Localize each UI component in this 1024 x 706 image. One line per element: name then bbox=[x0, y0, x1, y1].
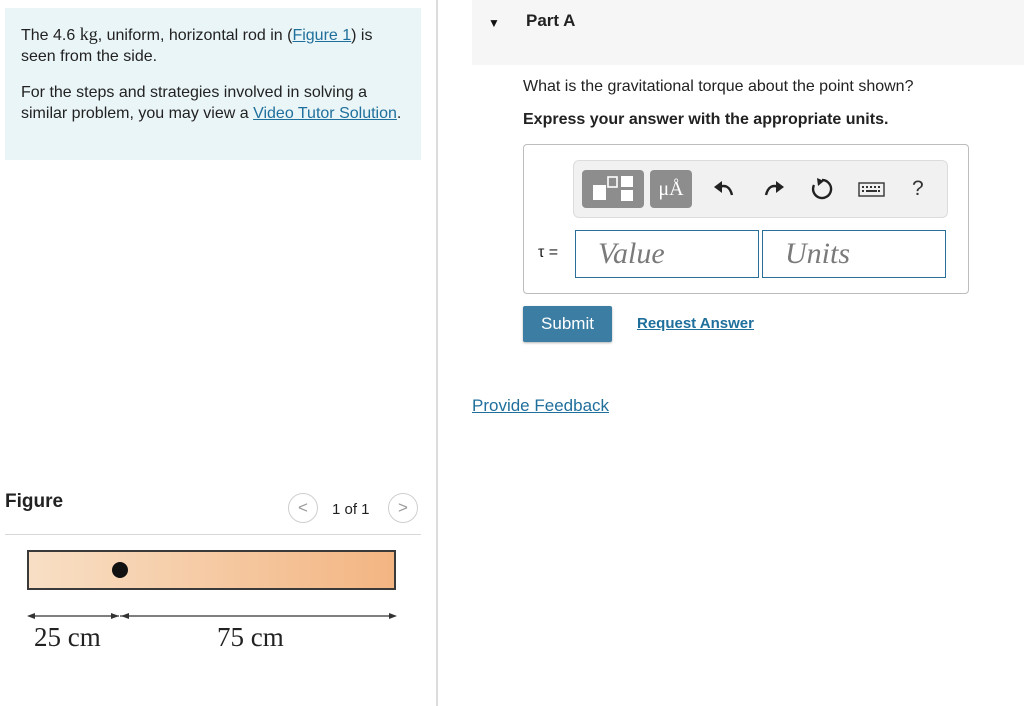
template-icon bbox=[582, 170, 644, 208]
figure-next-button[interactable] bbox=[388, 493, 418, 523]
dimension-label-left: 25 cm bbox=[34, 622, 101, 652]
part-title: Part A bbox=[526, 11, 576, 30]
units-button[interactable] bbox=[650, 170, 692, 208]
pivot-point bbox=[112, 562, 128, 578]
video-tutor-link[interactable]: Video Tutor Solution bbox=[253, 104, 397, 122]
dimension-label-right: 75 cm bbox=[217, 622, 284, 652]
figure-prev-button[interactable] bbox=[288, 493, 318, 523]
figure-counter: 1 of 1 bbox=[332, 501, 370, 518]
submit-button[interactable]: Submit bbox=[523, 306, 612, 342]
chevron-right-icon: > bbox=[398, 498, 408, 517]
math-toolbar bbox=[573, 160, 948, 218]
units-input[interactable] bbox=[762, 230, 946, 278]
undo-icon[interactable] bbox=[711, 175, 739, 203]
intro-paragraph-1: The 4.6 kg, uniform, horizontal rod in (Figure 1) is seen from the side. bbox=[21, 24, 373, 65]
reset-icon[interactable] bbox=[808, 175, 836, 203]
question-text: What is the gravitational torque about the point shown? bbox=[523, 78, 914, 95]
column-divider bbox=[436, 0, 438, 706]
figure-link[interactable]: Figure 1 bbox=[292, 27, 352, 44]
figure-title: Figure bbox=[5, 491, 64, 512]
value-input[interactable] bbox=[575, 230, 759, 278]
redo-icon[interactable] bbox=[759, 175, 787, 203]
units-icon: μÅ bbox=[658, 178, 684, 200]
mass-unit: kg bbox=[79, 24, 98, 44]
caret-down-icon[interactable]: ▼ bbox=[488, 16, 500, 30]
figure-header bbox=[5, 490, 421, 535]
provide-feedback-link[interactable]: Provide Feedback bbox=[472, 396, 610, 415]
answer-label: τ = bbox=[538, 244, 559, 261]
problem-intro bbox=[5, 8, 421, 160]
request-answer-link[interactable]: Request Answer bbox=[637, 315, 754, 332]
part-header[interactable] bbox=[472, 0, 1024, 65]
keyboard-icon[interactable] bbox=[857, 175, 887, 203]
template-button[interactable] bbox=[582, 170, 644, 208]
help-icon[interactable]: ? bbox=[912, 177, 924, 200]
rod bbox=[27, 550, 396, 590]
chevron-left-icon: < bbox=[298, 498, 308, 517]
intro-paragraph-2: For the steps and strategies involved in solving a similar problem, you may view a Video Tutor Solution. bbox=[21, 84, 402, 122]
instruction-text: Express your answer with the appropriate units. bbox=[523, 111, 889, 128]
